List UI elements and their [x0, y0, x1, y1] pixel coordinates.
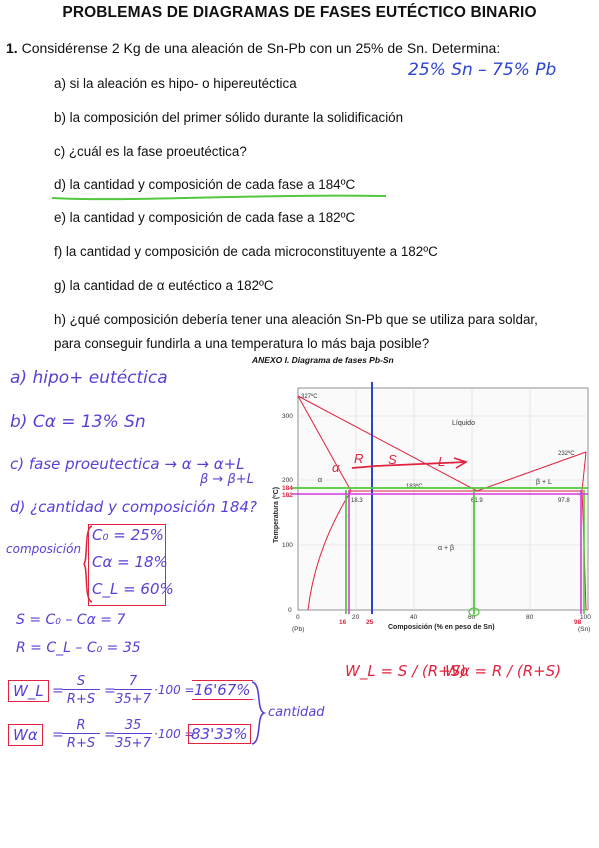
- question-h-continued: para conseguir fundirla a una temperatura lo más baja posible?: [54, 336, 430, 351]
- answer-c: c) fase proeutectica → α → α+L: [10, 455, 245, 473]
- formula-wa-right: Wα = R / (R+S): [445, 662, 562, 680]
- question-c: c) ¿cuál es la fase proeutéctica?: [54, 144, 247, 159]
- diag-alpha-mark: α: [332, 460, 340, 475]
- wa-num: 35: [114, 718, 152, 734]
- value-calpha: Cα = 18%: [92, 553, 168, 571]
- x-tick-60: 60: [468, 614, 476, 621]
- diag-temp-182: 182: [282, 492, 293, 499]
- wa-times100: ·100 =: [154, 727, 195, 741]
- axis-right-end: (Sn): [578, 626, 591, 633]
- y-axis-label: Temperatura (ºC): [273, 486, 280, 543]
- underline-question-d: [50, 192, 390, 204]
- wa-label-box: Wα: [8, 724, 43, 746]
- label-composicion: composición: [6, 542, 82, 556]
- wl-times100: ·100 =: [154, 683, 195, 697]
- wa-frac-num: R: [62, 718, 100, 734]
- wa-den: 35+7: [115, 736, 151, 751]
- wl-frac-den: R+S: [66, 692, 96, 707]
- wl-label-box: W_L: [8, 680, 49, 702]
- question-f: f) la cantidad y composición de cada microconstituyente a 182ºC: [54, 244, 438, 259]
- y-tick-0: 0: [288, 607, 292, 614]
- wl-result: 16'67%: [194, 681, 251, 699]
- wl-den: 35+7: [115, 692, 151, 707]
- diag-r-mark: R: [354, 451, 364, 466]
- x-axis-label: Composición (% en peso de Sn): [388, 624, 495, 631]
- problem-text: Considérense 2 Kg de una aleación de Sn-Pb con un 25% de Sn. Determina:: [21, 40, 501, 56]
- wl-frac-num: S: [62, 674, 100, 690]
- answer-a: a) hipo+ eutéctica: [10, 368, 168, 388]
- label-eutectic-temp: 183ºC: [406, 484, 423, 490]
- answer-d: d) ¿cantidad y composición 184?: [10, 498, 257, 516]
- label-cantidad: cantidad: [268, 705, 325, 720]
- label-pb-melt: 327ºC: [301, 394, 318, 400]
- wl-num: 7: [114, 674, 152, 690]
- question-e: e) la cantidad y composición de cada fase a 182ºC: [54, 210, 356, 225]
- problem-number: 1.: [6, 40, 18, 56]
- x-tick-0: 0: [296, 614, 300, 621]
- diag-x-25: 25: [366, 619, 374, 626]
- question-d: d) la cantidad y composición de cada fase a 184ºC: [54, 177, 356, 192]
- value-c0: C₀ = 25%: [92, 526, 164, 544]
- diag-s-mark: S: [388, 452, 397, 467]
- label-c-alpha: 18.3: [351, 498, 363, 504]
- axis-left-end: (Pb): [292, 626, 305, 633]
- diag-l-mark: L: [438, 454, 446, 469]
- wa-equals-2: =: [104, 727, 116, 743]
- region-alpha-beta: α + β: [438, 545, 455, 552]
- question-g: g) la cantidad de α eutéctico a 182ºC: [54, 278, 274, 293]
- wa-result: 83'33%: [188, 724, 251, 744]
- y-tick-100: 100: [282, 542, 293, 549]
- y-tick-200: 200: [282, 477, 293, 484]
- wl-equals: =: [52, 683, 64, 699]
- diagram-frame: [298, 388, 588, 610]
- y-tick-300: 300: [282, 413, 293, 420]
- question-a: a) si la aleación es hipo- o hipereutéctica: [54, 76, 297, 91]
- x-tick-80: 80: [526, 614, 534, 621]
- x-tick-40: 40: [410, 614, 418, 621]
- equation-r: R = C_L – C₀ = 35: [16, 640, 141, 656]
- region-alpha: α: [318, 477, 323, 484]
- question-b: b) la composición del primer sólido durante la solidificación: [54, 110, 404, 125]
- wl-equals-2: =: [104, 683, 116, 699]
- x-tick-20: 20: [352, 614, 360, 621]
- formula-wl-right: W_L = S / (R+S): [345, 662, 467, 680]
- annex-title: ANEXO I. Diagrama de fases Pb-Sn: [252, 355, 394, 365]
- label-c-beta: 97.8: [558, 498, 570, 504]
- note-composition: 25% Sn – 75% Pb: [408, 60, 557, 80]
- label-sn-melt: 232ºC: [558, 451, 575, 457]
- page-title: PROBLEMAS DE DIAGRAMAS DE FASES EUTÉCTICO BINARIO: [62, 4, 537, 21]
- x-tick-100: 100: [580, 614, 591, 621]
- wa-equals: =: [52, 727, 64, 743]
- wa-frac-den: R+S: [66, 736, 96, 751]
- diag-x-16: 16: [339, 619, 347, 626]
- region-liquid: Líquido: [452, 420, 475, 427]
- phase-diagram: [268, 378, 596, 640]
- question-h: h) ¿qué composición debería tener una aleación Sn-Pb que se utiliza para soldar,: [54, 312, 538, 327]
- diag-temp-184: 184: [282, 485, 293, 492]
- equation-s: S = C₀ – Cα = 7: [16, 612, 126, 628]
- label-c-eutectic: 61.9: [471, 498, 483, 504]
- value-cl: C_L = 60%: [92, 580, 174, 598]
- brace-cantidad: [250, 680, 266, 746]
- answer-c-beta: β → β+L: [200, 472, 254, 487]
- diag-x-98: 98: [574, 619, 582, 626]
- answer-b: b) Cα = 13% Sn: [10, 412, 146, 432]
- region-beta-liquid: β + L: [536, 479, 552, 486]
- problem-statement: [6, 40, 500, 56]
